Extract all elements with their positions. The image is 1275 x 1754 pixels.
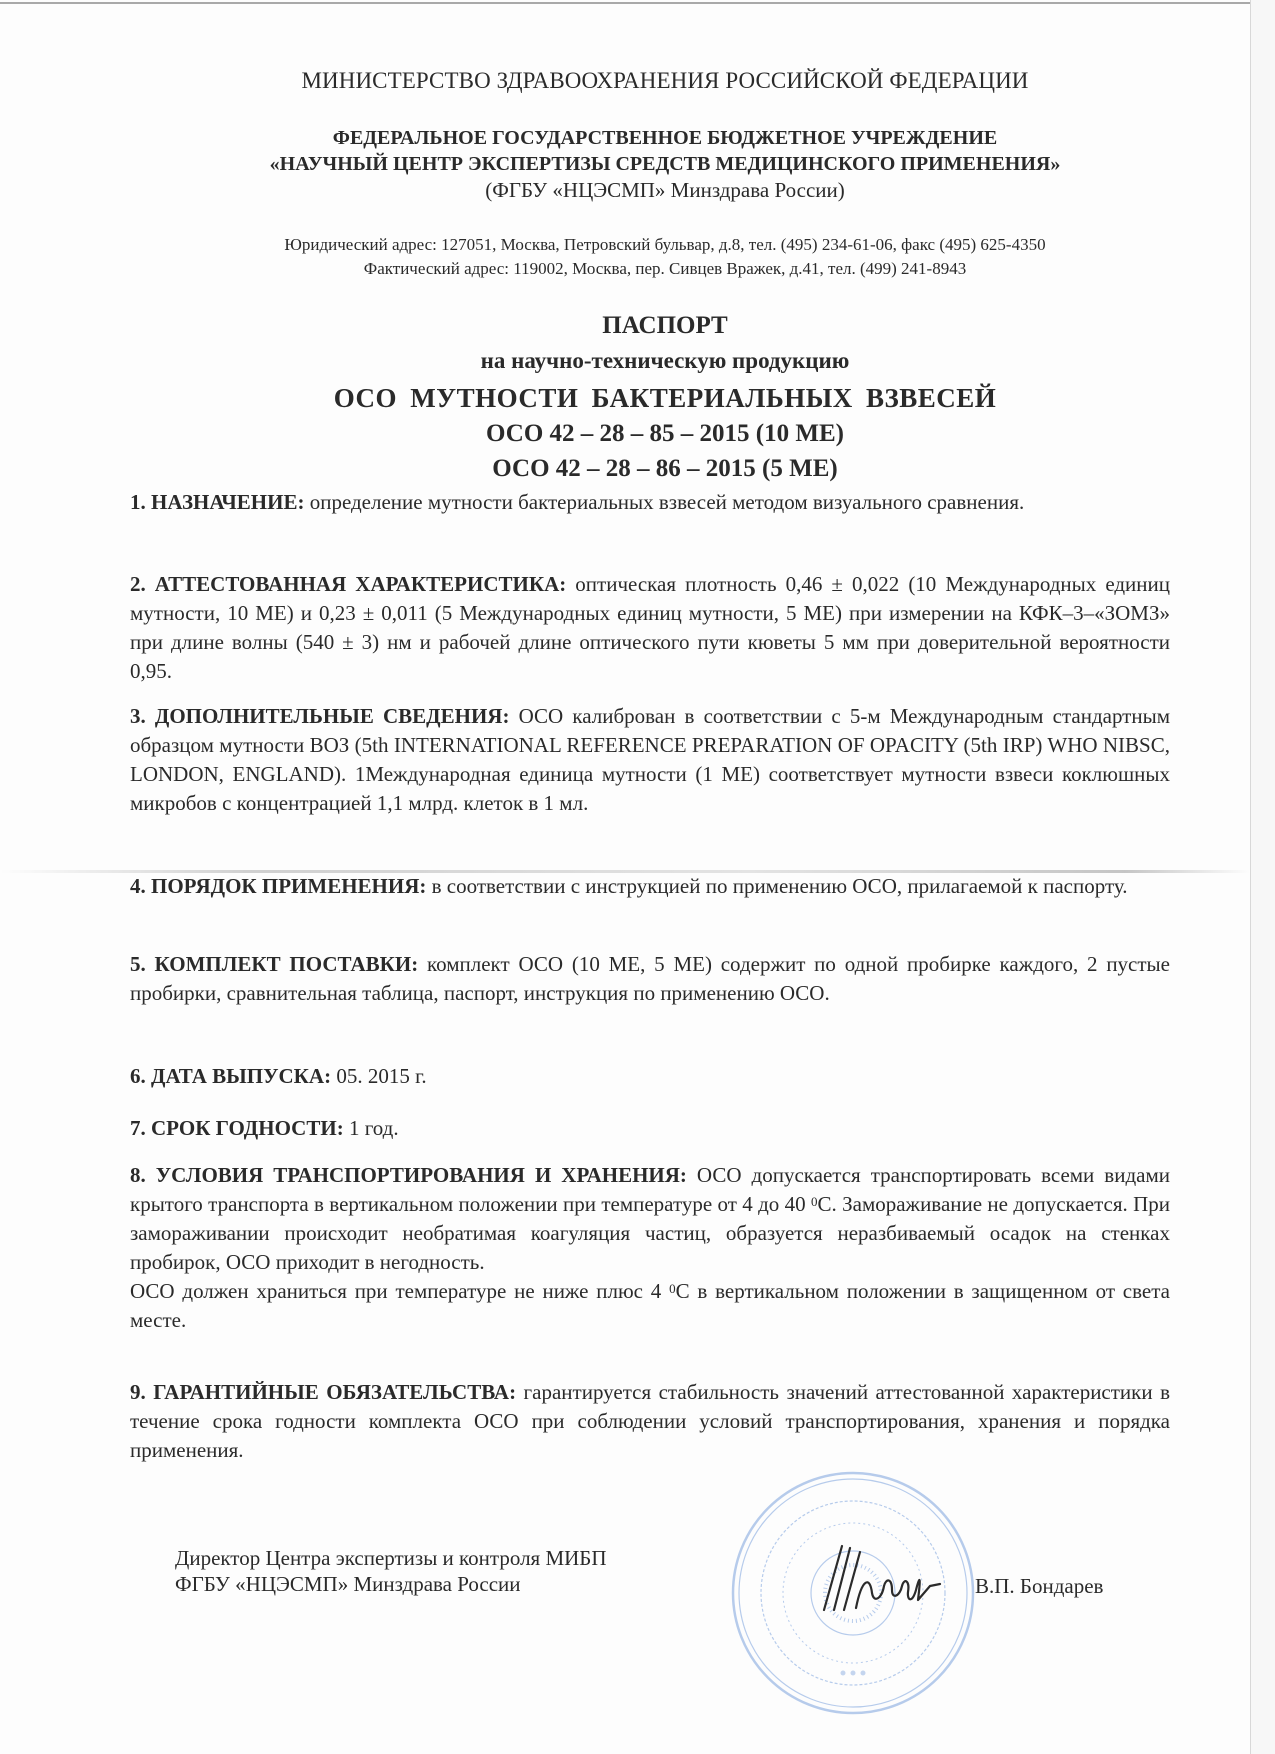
document-title: ПАСПОРТ <box>602 312 728 339</box>
signatory-position-line: Директор Центра экспертизы и контроля МИБП <box>175 1546 607 1570</box>
document-subtitle: на научно-техническую продукцию <box>480 348 850 373</box>
section-heading: 8. УСЛОВИЯ ТРАНСПОРТИРОВАНИЯ И ХРАНЕНИЯ: <box>130 1163 687 1187</box>
section-heading: 9. ГАРАНТИЙНЫЕ ОБЯЗАТЕЛЬСТВА: <box>130 1380 517 1404</box>
product-code-5me: ОСО 42 – 28 – 86 – 2015 (5 МЕ) <box>492 455 838 482</box>
section-purpose <box>130 488 1170 517</box>
signatory-position <box>175 1545 607 1597</box>
section-text: 05. 2015 г. <box>331 1064 427 1088</box>
legal-address: Юридический адрес: 127051, Москва, Петровский бульвар, д.8, тел. (495) 234-61-06, факс (495) 625-4350 <box>284 235 1046 254</box>
degree-superscript: 0 <box>669 1281 676 1296</box>
section-shelf-life <box>130 1114 1170 1143</box>
organization-short-name: (ФГБУ «НЦЭСМП» Минздрава России) <box>485 178 845 202</box>
section-usage-procedure <box>130 872 1170 901</box>
organization-name: «НАУЧНЫЙ ЦЕНТР ЭКСПЕРТИЗЫ СРЕДСТВ МЕДИЦИНСКОГО ПРИМЕНЕНИЯ» <box>269 153 1061 175</box>
page-top-edge <box>0 2 1250 4</box>
section-text: С в вертикальном положении в защищенном от света месте. <box>130 1279 1170 1332</box>
section-transport-storage <box>130 1161 1170 1335</box>
actual-address: Фактический адрес: 119002, Москва, пер. Сивцев Вражек, д.41, тел. (499) 241-8943 <box>363 259 967 278</box>
ministry-name: МИНИСТЕРСТВО ЗДРАВООХРАНЕНИЯ РОССИЙСКОЙ ФЕДЕРАЦИИ <box>301 68 1029 93</box>
stamp-star <box>841 1671 846 1676</box>
section-heading: 1. НАЗНАЧЕНИЕ: <box>130 490 305 514</box>
section-heading: 6. ДАТА ВЫПУСКА: <box>130 1064 332 1088</box>
signatory-name: В.П. Бондарев <box>975 1574 1104 1598</box>
section-text: в соответствии с инструкцией по применению ОСО, прилагаемой к паспорту. <box>426 874 1128 898</box>
stamp-star <box>851 1671 856 1676</box>
stamp-star <box>861 1671 866 1676</box>
section-text: ОСО допускается транспортировать всеми видами крытого транспорта в вертикальном положении при температуре от 4 до 40 <box>130 1163 1170 1216</box>
section-heading: 3. ДОПОЛНИТЕЛЬНЫЕ СВЕДЕНИЯ: <box>130 704 510 728</box>
section-warranty <box>130 1378 1170 1465</box>
section-heading: 7. СРОК ГОДНОСТИ: <box>130 1116 344 1140</box>
section-certified-characteristic <box>130 570 1170 686</box>
handwritten-signature <box>812 1538 942 1618</box>
section-additional-info <box>130 702 1170 818</box>
section-heading: 2. АТТЕСТОВАННАЯ ХАРАКТЕРИСТИКА: <box>130 572 567 596</box>
signatory-organization-line: ФГБУ «НЦЭСМП» Минздрава России <box>175 1572 521 1596</box>
section-text: оптическая плотность 0,46 ± 0,022 (10 Международных единиц мутности, 10 МЕ) и 0,23 ± 0,011 (5 Международных единиц мутности, 5 МЕ) при измерении на КФК–3–«ЗОМЗ» при длине волны (540 ± 3) нм и рабочей длине оптического пути кюветы 5 мм при доверительной вероятности 0,95. <box>130 572 1171 683</box>
product-code-10me: ОСО 42 – 28 – 85 – 2015 (10 МЕ) <box>486 420 844 447</box>
section-text: С. Замораживание не допускается. При замораживании происходит необратимая коагуляция частиц, образуется неразбиваемый осадок на стенках пробирок, ОСО приходит в негодность. <box>130 1192 1171 1274</box>
section-heading: 5. КОМПЛЕКТ ПОСТАВКИ: <box>130 952 419 976</box>
product-name: ОСО МУТНОСТИ БАКТЕРИАЛЬНЫХ ВЗВЕСЕЙ <box>333 383 997 413</box>
section-text: 1 год. <box>343 1116 399 1140</box>
section-text: ОСО калиброван в соответствии с 5-м Международным стандартным образцом мутности ВОЗ (5th INTERNATIONAL REFERENCE PREPARATION OF OPACITY (5th IRP) WHO NIBSC, LONDON, ENGLAND). 1Международная единица мутности (1 МЕ) соответствует мутности взвеси коклюшных микробов с концентрацией 1,1 млрд. клеток в 1 мл. <box>130 704 1170 815</box>
section-delivery-set <box>130 950 1170 1008</box>
section-text: гарантируется стабильность значений аттестованной характеристики в течение срока годности комплекта ОСО при соблюдении условий транспортирования, хранения и порядка применения. <box>130 1380 1170 1462</box>
section-release-date <box>130 1062 1170 1091</box>
organization-type: ФЕДЕРАЛЬНОЕ ГОСУДАРСТВЕННОЕ БЮДЖЕТНОЕ УЧРЕЖДЕНИЕ <box>332 127 998 149</box>
section-text: определение мутности бактериальных взвесей методом визуального сравнения. <box>304 490 1025 514</box>
section-text: комплект ОСО (10 МЕ, 5 МЕ) содержит по одной пробирке каждого, 2 пустые пробирки, сравнительная таблица, паспорт, инструкция по применению ОСО. <box>130 952 1170 1005</box>
degree-superscript: 0 <box>811 1194 818 1209</box>
section-heading: 4. ПОРЯДОК ПРИМЕНЕНИЯ: <box>130 874 427 898</box>
section-text: ОСО должен храниться при температуре не ниже плюс 4 <box>130 1279 670 1303</box>
